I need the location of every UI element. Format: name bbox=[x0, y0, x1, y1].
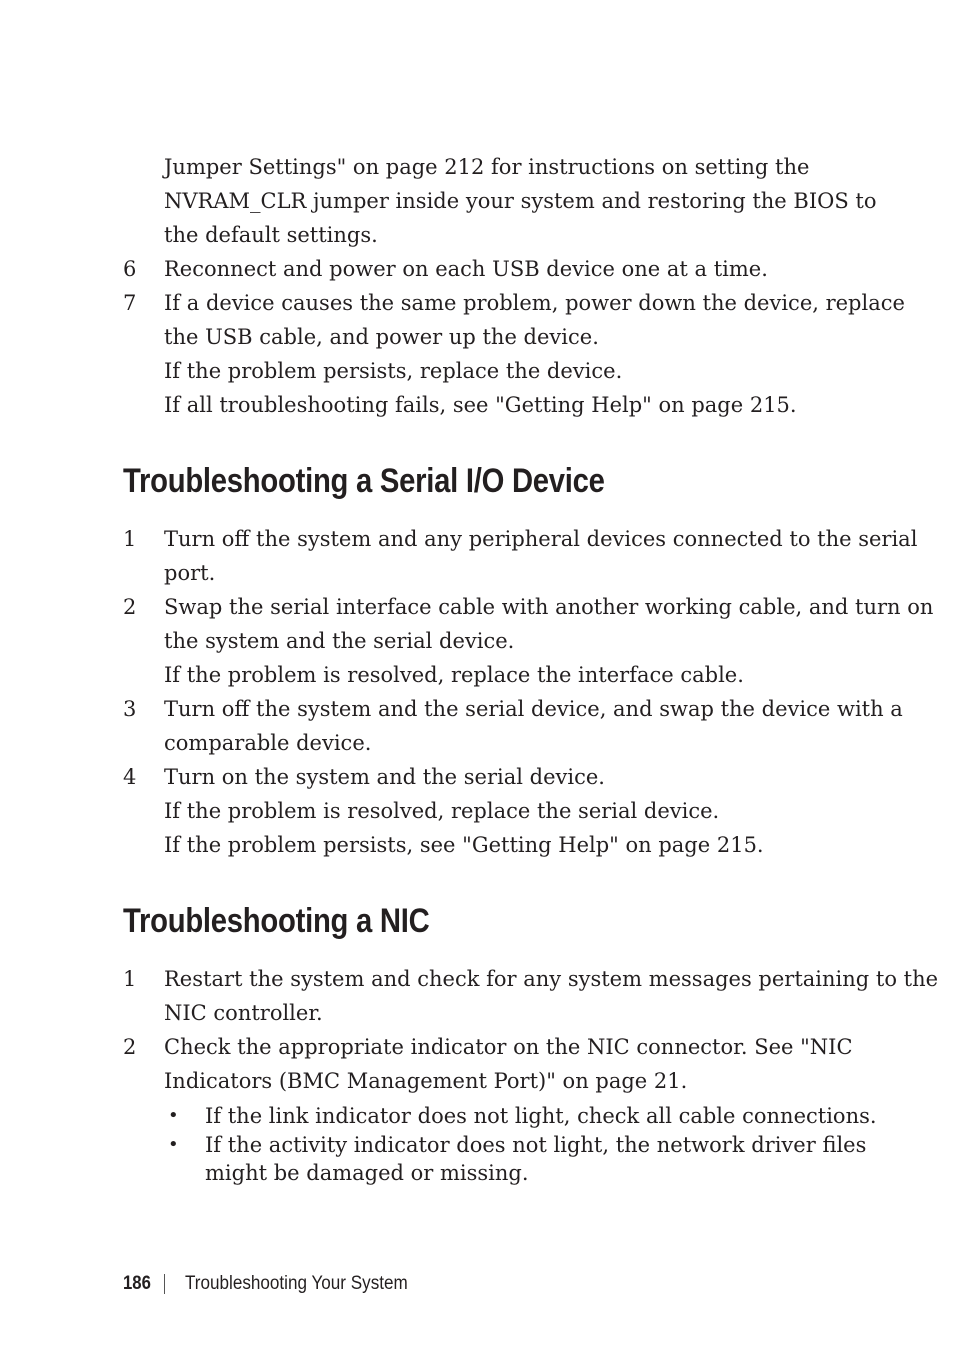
bullet-text bbox=[205, 1131, 866, 1187]
bullet-icon: • bbox=[168, 1105, 179, 1126]
note-line: If the problem persists, replace the device. bbox=[164, 359, 623, 383]
step-line: Check the appropriate indicator on the NIC connector. See "NIC bbox=[164, 1035, 853, 1059]
note-line: If all troubleshooting fails, see "Getting Help" on page 215. bbox=[164, 393, 797, 417]
bullet-icon: • bbox=[168, 1134, 179, 1155]
page-number: 186 bbox=[123, 1273, 151, 1294]
step-line: Restart the system and check for any system messages pertaining to the bbox=[164, 967, 939, 991]
bullet-line: If the link indicator does not light, check all cable connections. bbox=[205, 1104, 877, 1128]
bullet-line: If the activity indicator does not light, the network driver files bbox=[205, 1133, 867, 1157]
intro-line: NVRAM_CLR jumper inside your system and restoring the BIOS to bbox=[164, 189, 877, 213]
step-line: Turn off the system and any peripheral devices connected to the serial bbox=[164, 527, 918, 551]
step-text bbox=[164, 1030, 853, 1098]
step-text bbox=[164, 760, 605, 794]
step-text bbox=[164, 692, 903, 760]
step-line: If a device causes the same problem, power down the device, replace bbox=[164, 291, 905, 315]
step-line: NIC controller. bbox=[164, 1001, 323, 1025]
step-number: 3 bbox=[123, 697, 137, 721]
intro-line: Jumper Settings" on page 212 for instructions on setting the bbox=[164, 155, 810, 179]
step-line: Swap the serial interface cable with another working cable, and turn on bbox=[164, 595, 934, 619]
step-line: Indicators (BMC Management Port)" on page 21. bbox=[164, 1069, 688, 1093]
step-number: 2 bbox=[123, 595, 137, 619]
section-heading-nic: Troubleshooting a NIC bbox=[123, 902, 430, 940]
step-text bbox=[164, 590, 933, 658]
serial-notes-after-4 bbox=[164, 794, 844, 862]
step-line: the system and the serial device. bbox=[164, 629, 515, 653]
note-line: If the problem is resolved, replace the interface cable. bbox=[164, 663, 744, 687]
note-line: If the problem is resolved, replace the serial device. bbox=[164, 799, 720, 823]
step-line: the USB cable, and power up the device. bbox=[164, 325, 599, 349]
serial-note-after-2 bbox=[164, 658, 844, 692]
bullet-line: might be damaged or missing. bbox=[205, 1161, 529, 1185]
step-line: comparable device. bbox=[164, 731, 372, 755]
step-number: 7 bbox=[123, 291, 137, 315]
step-line: Turn on the system and the serial device. bbox=[164, 765, 605, 789]
note-line: If the problem persists, see "Getting Help" on page 215. bbox=[164, 833, 764, 857]
page-footer bbox=[123, 1272, 408, 1296]
step-number: 1 bbox=[123, 967, 137, 991]
step-number: 6 bbox=[123, 257, 137, 281]
step-line: Turn off the system and the serial device, and swap the device with a bbox=[164, 697, 903, 721]
step-text bbox=[164, 962, 938, 1030]
intro-line: the default settings. bbox=[164, 223, 378, 247]
step-text bbox=[164, 252, 768, 286]
intro-paragraph bbox=[164, 150, 877, 252]
bullet-text bbox=[205, 1102, 877, 1130]
footer-section-title: Troubleshooting Your System bbox=[185, 1273, 408, 1294]
step-number: 4 bbox=[123, 765, 137, 789]
step-number: 2 bbox=[123, 1035, 137, 1059]
usb-notes bbox=[164, 354, 844, 422]
step-number: 1 bbox=[123, 527, 137, 551]
step-line: port. bbox=[164, 561, 216, 585]
step-text bbox=[164, 286, 905, 354]
footer-divider bbox=[164, 1274, 165, 1294]
step-text bbox=[164, 522, 917, 590]
section-heading-serial: Troubleshooting a Serial I/O Device bbox=[123, 462, 605, 500]
step-line: Reconnect and power on each USB device one at a time. bbox=[164, 257, 768, 281]
